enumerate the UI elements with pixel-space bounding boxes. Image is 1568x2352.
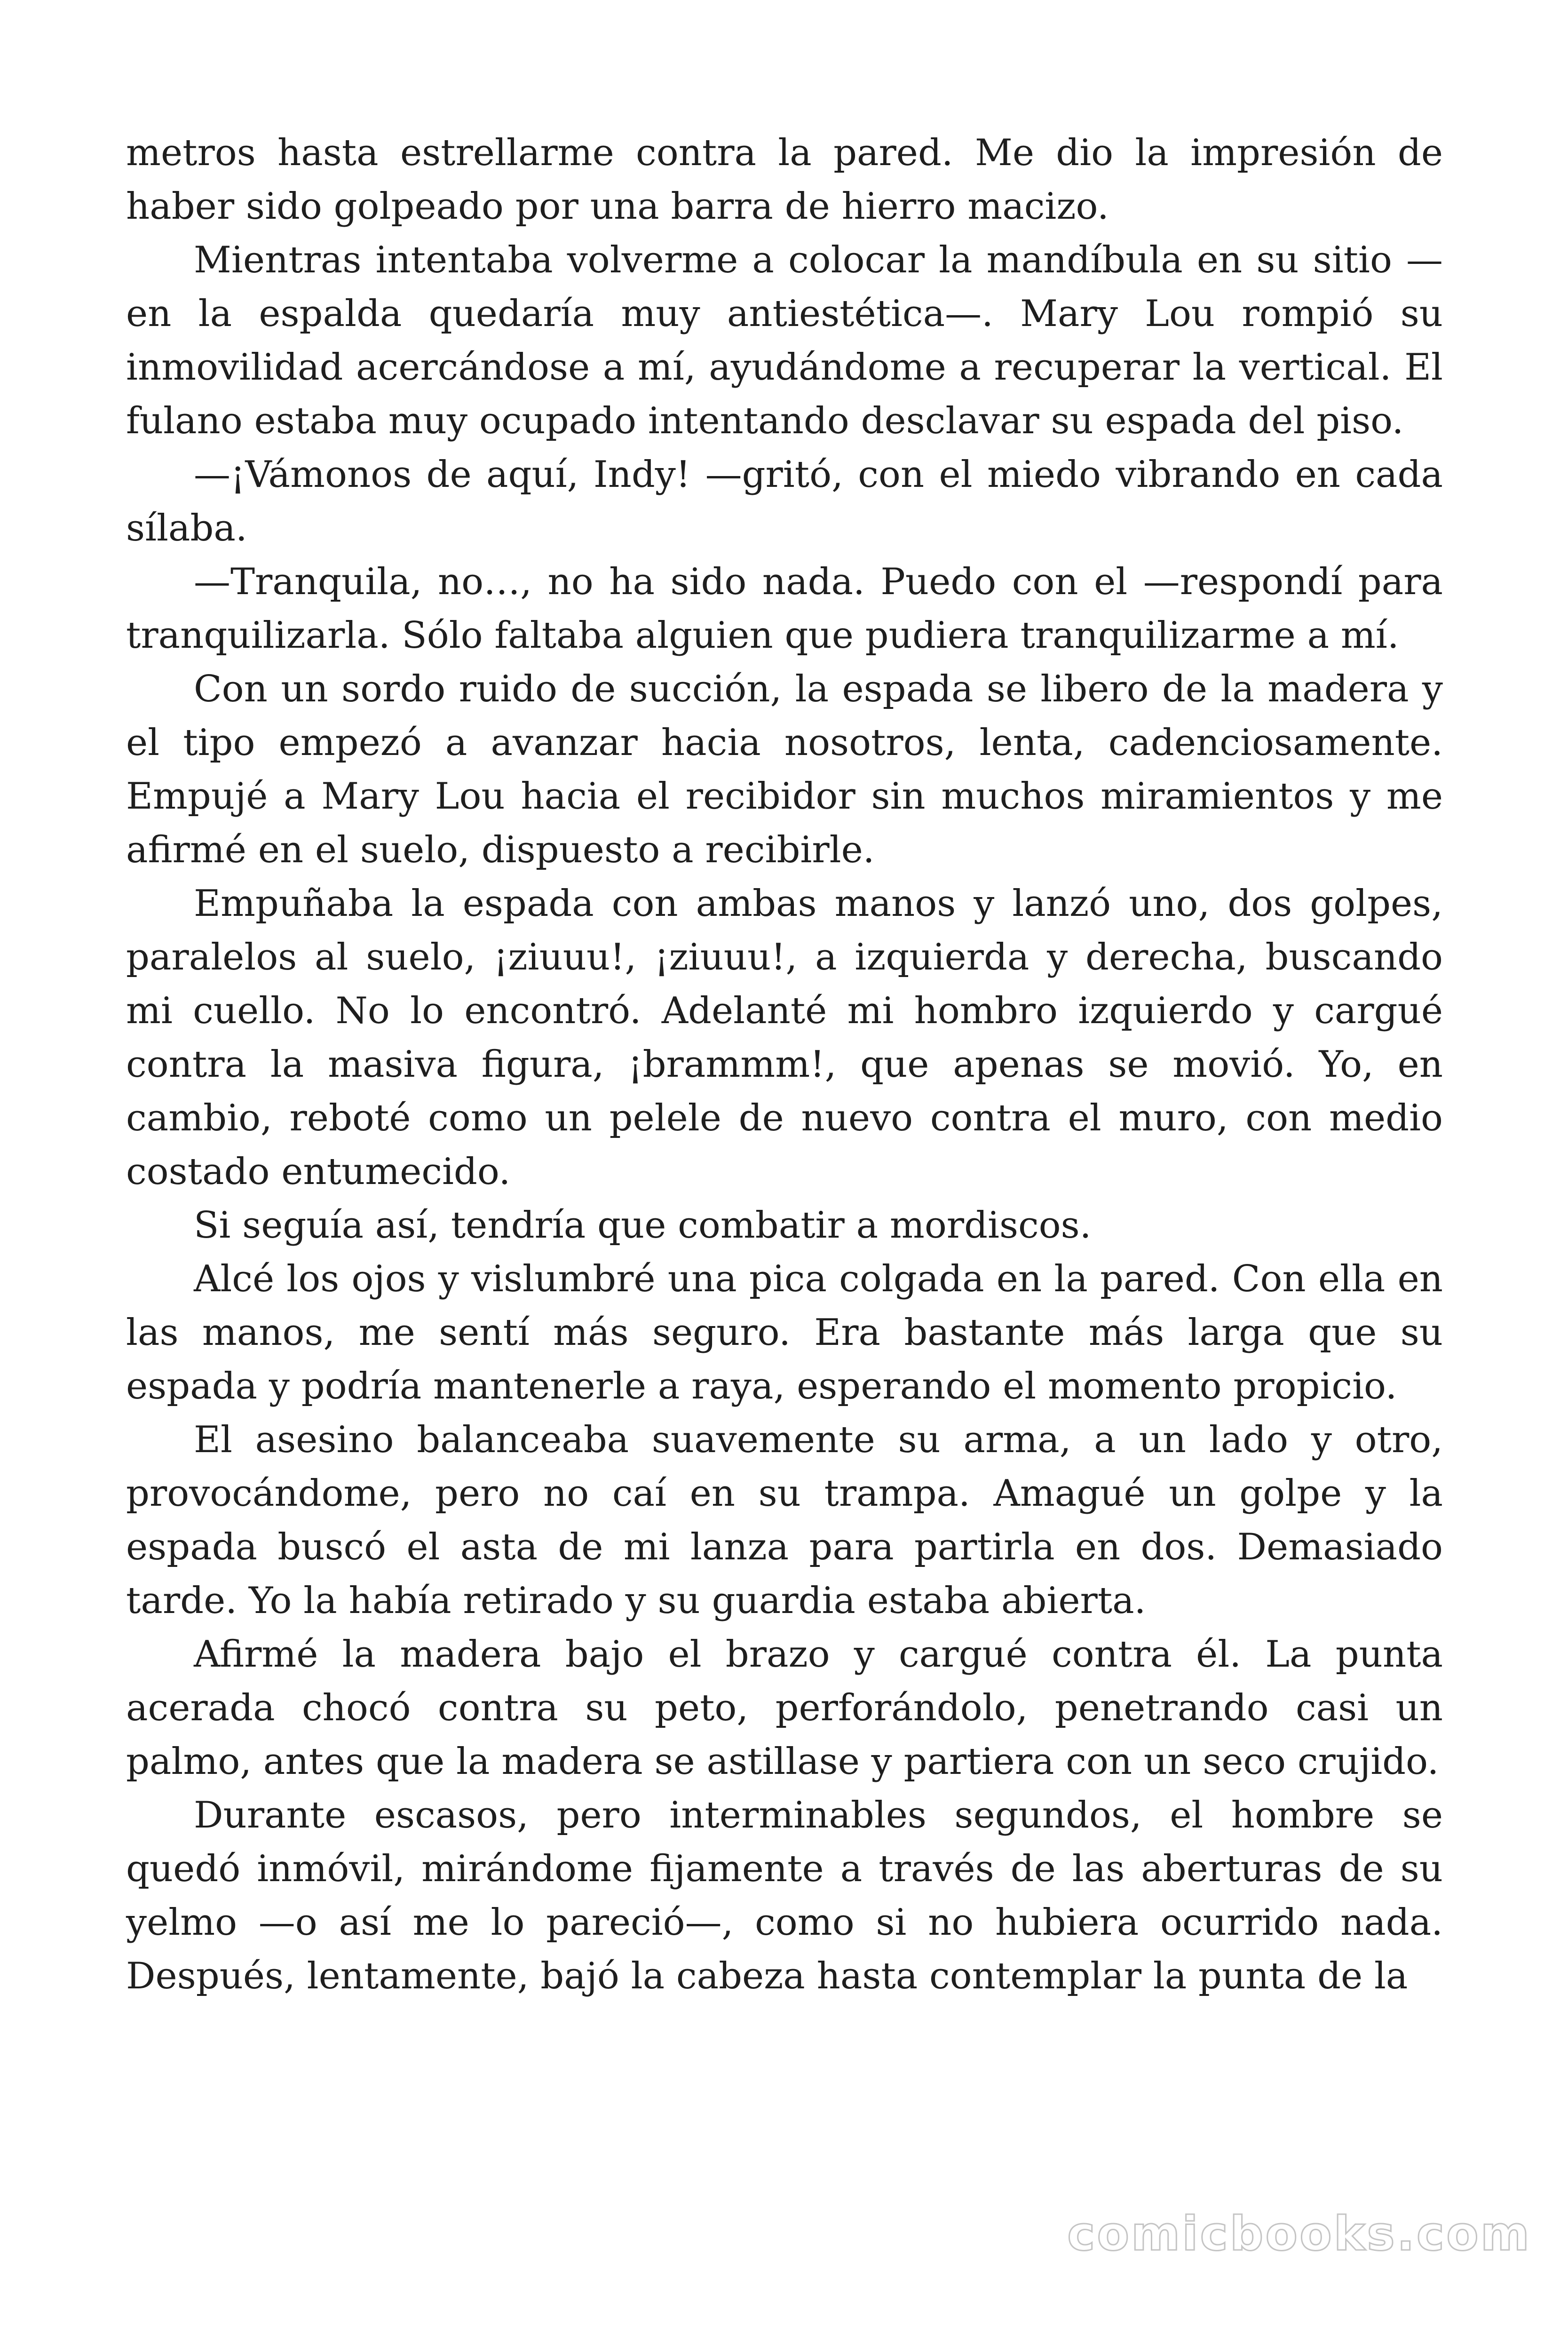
paragraph-9: El asesino balanceaba suavemente su arma, a un lado y otro, provocándome, pero no caí en su trampa. Amagué un golpe y la espada buscó el asta de mi lanza para partirla en dos. Demasiado tarde. Yo la había retirado y su guardia estaba abierta. xyxy=(126,1419,1443,1622)
watermark: comicbooks.com xyxy=(1067,2206,1531,2261)
paragraph-8: Alcé los ojos y vislumbré una pica colgada en la pared. Con ella en las manos, me sentí más seguro. Era bastante más larga que su espada y podría mantenerle a raya, esperando el momento propicio. xyxy=(126,1258,1443,1407)
paragraph-5: Con un sordo ruido de succión, la espada se libero de la madera y el tipo empezó a avanzar hacia nosotros, lenta, cadenciosamente. Empujé a Mary Lou hacia el recibidor sin muchos miramientos y me afirmé en el suelo, dispuesto a recibirle. xyxy=(126,668,1443,871)
paragraph-4: —Tranquila, no…, no ha sido nada. Puedo con el —respondí para tranquilizarla. Sólo faltaba alguien que pudiera tranquilizarme a mí. xyxy=(126,561,1443,657)
paragraph-10: Afirmé la madera bajo el brazo y cargué contra él. La punta acerada chocó contra su peto, perforándolo, penetrando casi un palmo, antes que la madera se astillase y partiera con un seco crujido. xyxy=(126,1633,1443,1783)
paragraph-3: —¡Vámonos de aquí, Indy! —gritó, con el miedo vibrando en cada sílaba. xyxy=(126,453,1443,549)
paragraph-2: Mientras intentaba volverme a colocar la mandíbula en su sitio —en la espalda quedaría muy antiestética—. Mary Lou rompió su inmovilidad acercándose a mí, ayudándome a recuperar la vertical. El fulano estaba muy ocupado intentando desclavar su espada del piso. xyxy=(126,239,1443,442)
paragraph-1: metros hasta estrellarme contra la pared. Me dio la impresión de haber sido golpeado por una barra de hierro macizo. xyxy=(126,132,1443,228)
paragraph-7: Si seguía así, tendría que combatir a mordiscos. xyxy=(194,1204,1092,1247)
paragraph-6: Empuñaba la espada con ambas manos y lanzó uno, dos golpes, paralelos al suelo, ¡ziuuu!, ¡ziuuu!, a izquierda y derecha, buscando mi cuello. No lo encontró. Adelanté mi hombro izquierdo y cargué contra la masiva figura, ¡brammm!, que apenas se movió. Yo, en cambio, reboté como un pelele de nuevo contra el muro, con medio costado entumecido. xyxy=(126,882,1443,1193)
book-page xyxy=(126,126,1443,2003)
paragraph-11: Durante escasos, pero interminables segundos, el hombre se quedó inmóvil, mirándome fijamente a través de las aberturas de su yelmo —o así me lo pareció—, como si no hubiera ocurrido nada. Después, lentamente, bajó la cabeza hasta contemplar la punta de la xyxy=(126,1794,1443,1997)
